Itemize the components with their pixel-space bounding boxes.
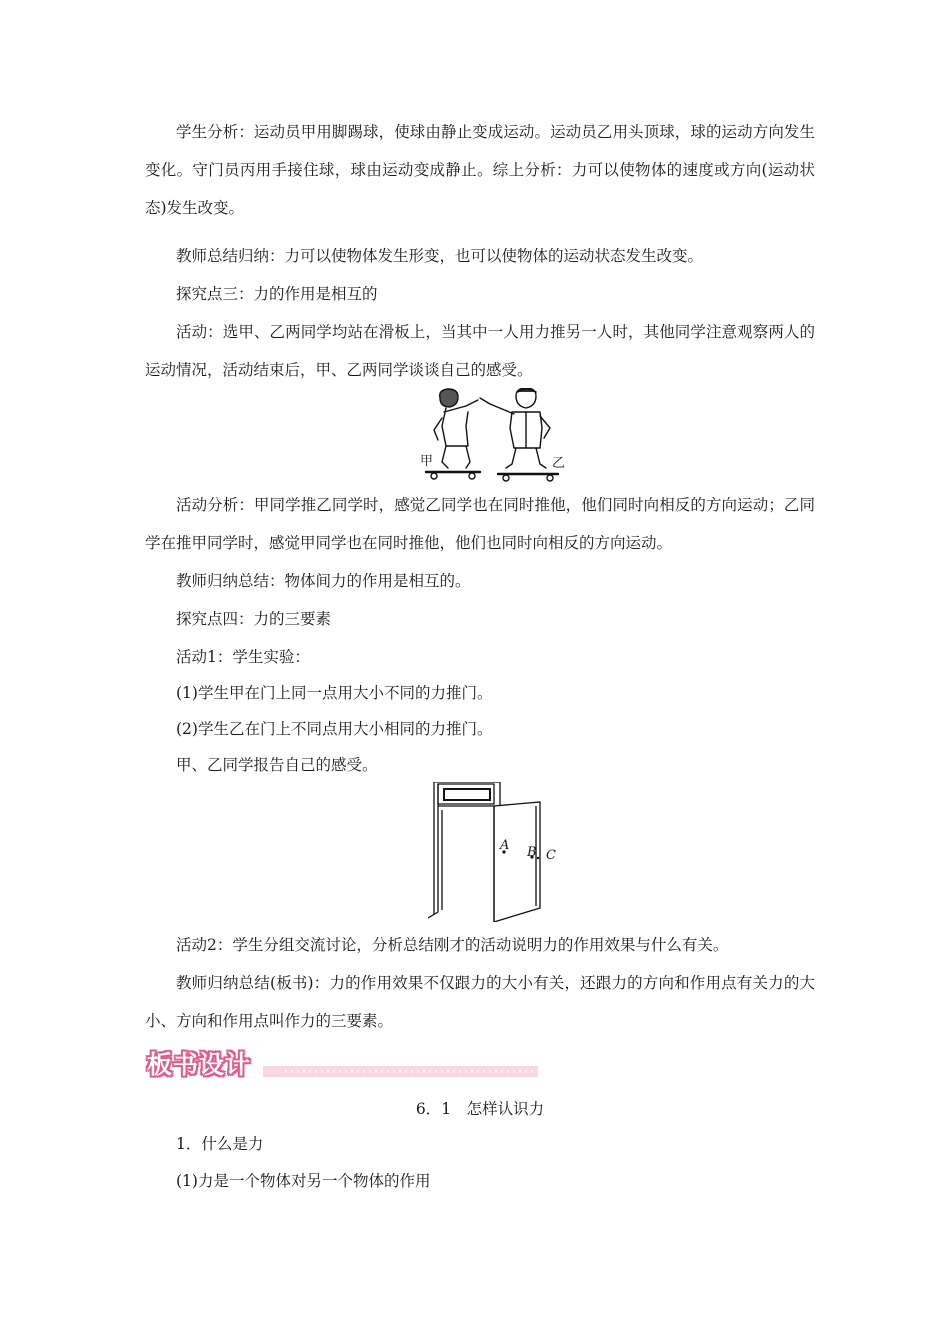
figure-label-jia: 甲 <box>420 454 434 469</box>
paragraph-teacher-summary-2: 教师归纳总结：物体间力的作用是相互的。 <box>176 572 471 590</box>
paragraph-student-analysis: 学生分析：运动员甲用脚踢球，使球由静止变成运动。运动员乙用头顶球，球的运动方向发生变化。守门员丙用手接住球，球由运动变成静止。综上分析：力可以使物体的速度或方向(运动状态)发生改变。 <box>145 123 815 217</box>
paragraph-teacher-summary-3: 教师归纳总结(板书)：力的作用效果不仅跟力的大小有关，还跟力的方向和作用点有关力的大小、方向和作用点叫作力的三要素。 <box>145 974 815 1030</box>
door-point-a: A <box>500 838 510 853</box>
banner-title: 板书设计 <box>147 1050 252 1079</box>
banner-dots <box>283 1070 533 1073</box>
paragraph-teacher-summary-1: 教师总结归纳：力可以使物体发生形变，也可以使物体的运动状态发生改变。 <box>176 247 704 265</box>
board-item-1-1: (1)力是一个物体对另一个物体的作用 <box>176 1172 431 1190</box>
board-title: 6．1 怎样认识力 <box>415 1100 545 1118</box>
door-point-c: C <box>546 848 556 863</box>
heading-explore-point-4: 探究点四：力的三要素 <box>176 610 332 628</box>
paragraph-activity-analysis: 活动分析：甲同学推乙同学时，感觉乙同学也在同时推他，他们同时向相反的方向运动；乙同学在推甲同学时，感觉甲同学也在同时推他，他们也同时向相反的方向运动。 <box>145 496 815 552</box>
paragraph-activity: 活动：选甲、乙两同学均站在滑板上，当其中一人用力推另一人时，其他同学注意观察两人的运动情况，活动结束后，甲、乙两同学谈谈自己的感受。 <box>145 323 815 379</box>
door-point-b: B <box>527 845 537 860</box>
paragraph-experiment-1: (1)学生甲在门上同一点用大小不同的力推门。 <box>176 684 493 702</box>
paragraph-experiment-2: (2)学生乙在门上不同点用大小相同的力推门。 <box>176 720 493 738</box>
paragraph-activity-1: 活动1：学生实验： <box>176 648 310 666</box>
paragraph-activity-2: 活动2：学生分组交流讨论，分析总结刚才的活动说明力的作用效果与什么有关。 <box>176 936 729 954</box>
figure-label-yi: 乙 <box>552 456 566 471</box>
paragraph-report: 甲、乙同学报告自己的感受。 <box>176 756 378 774</box>
section-banner <box>143 1043 538 1083</box>
door-figure <box>428 782 558 922</box>
board-item-1: 1．什么是力 <box>176 1135 264 1153</box>
heading-explore-point-3: 探究点三：力的作用是相互的 <box>176 285 378 303</box>
